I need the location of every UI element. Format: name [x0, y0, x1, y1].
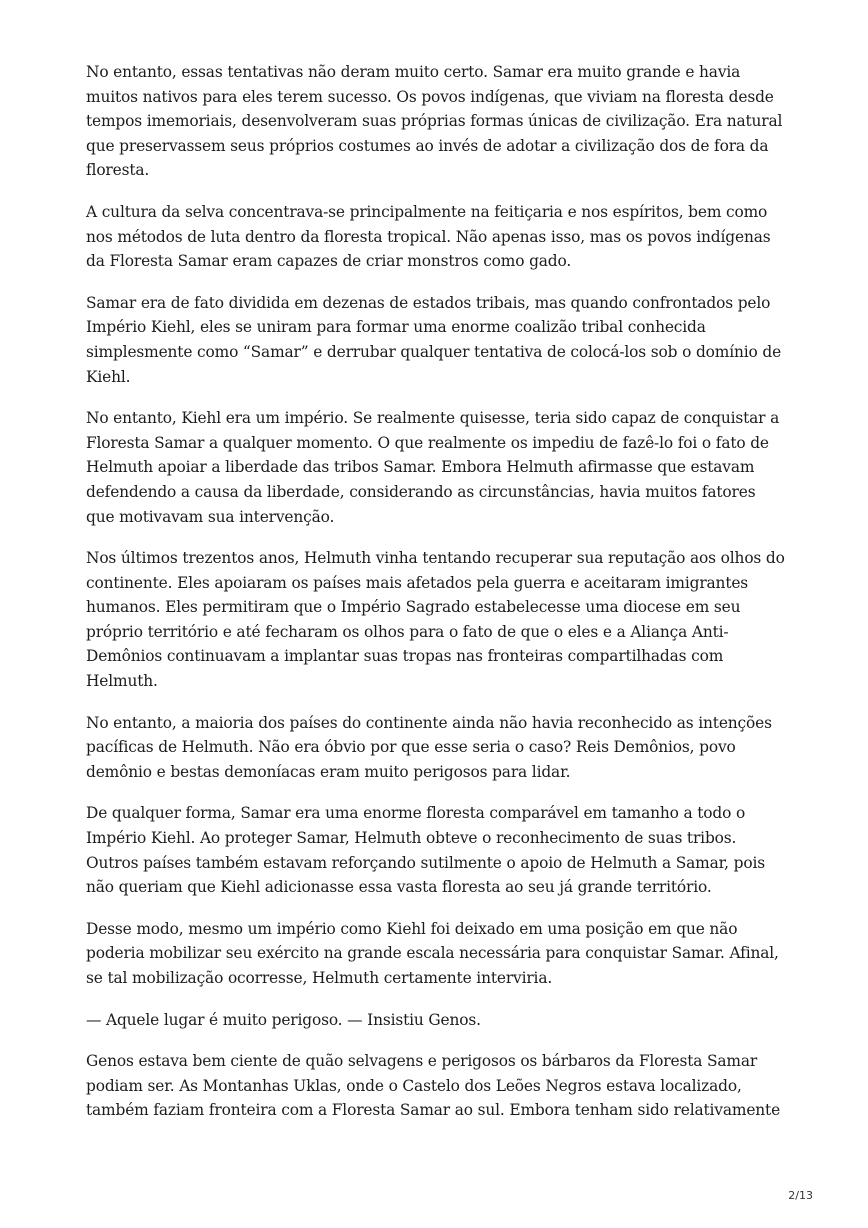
paragraph-7: De qualquer forma, Samar era uma enorme floresta comparável em tamanho a todo o Império Kiehl. Ao proteger Samar, Helmuth obteve o reconhecimento de suas tribos. Outros países também estavam reforçando sutilmente o apoio de Helmuth a Samar, pois não queriam que Kiehl adicionasse essa vasta floresta ao seu já grande território.	[86, 804, 765, 897]
page-number: 2/13	[788, 1189, 813, 1202]
document-page	[86, 60, 786, 1140]
paragraph-6: No entanto, a maioria dos países do continente ainda não havia reconhecido as intenções pacíficas de Helmuth. Não era óbvio por que esse seria o caso? Reis Demônios, povo demônio e bestas demoníacas eram muito perigosos para lidar.	[86, 713, 772, 781]
paragraph-1: No entanto, essas tentativas não deram muito certo. Samar era muito grande e havia muitos nativos para eles terem sucesso. Os povos indígenas, que viviam na floresta desde tempos imemoriais, desenvolveram suas próprias formas únicas de civilização. Era natural que preservassem seus próprios costumes ao invés de adotar a civilização dos de fora da floresta.	[86, 63, 783, 180]
paragraph-3: Samar era de fato dividida em dezenas de estados tribais, mas quando confrontados pelo Império Kiehl, eles se uniram para formar uma enorme coalizão tribal conhecida simplesmente como “Samar” e derrubar qualquer tentativa de colocá-los sob o domínio de Kiehl.	[86, 293, 782, 386]
paragraph-8: Desse modo, mesmo um império como Kiehl foi deixado em uma posição em que não poderia mobilizar seu exército na grande escala necessária para conquistar Samar. Afinal, se tal mobilização ocorresse, Helmuth certamente interviria.	[86, 919, 779, 987]
paragraph-5: Nos últimos trezentos anos, Helmuth vinha tentando recuperar sua reputação aos olhos do continente. Eles apoiaram os países mais afetados pela guerra e aceitaram imigrantes humanos. Eles permitiram que o Império Sagrado estabelecesse uma diocese em seu próprio território e até fecharam os olhos para o fato de que o eles e a Aliança Anti-Demônios continuavam a implantar suas tropas nas fronteiras compartilhadas com Helmuth.	[86, 549, 785, 691]
paragraph-9: — Aquele lugar é muito perigoso. — Insistiu Genos.	[86, 1010, 481, 1029]
paragraph-10: Genos estava bem ciente de quão selvagens e perigosos os bárbaros da Floresta Samar podiam ser. As Montanhas Uklas, onde o Castelo dos Leões Negros estava localizado, também faziam fronteira com a Floresta Samar ao sul. Embora tenham sido relativamente	[86, 1052, 781, 1120]
paragraph-2: A cultura da selva concentrava-se principalmente na feitiçaria e nos espíritos, bem como nos métodos de luta dentro da floresta tropical. Não apenas isso, mas os povos indígenas da Floresta Samar eram capazes de criar monstros como gado.	[86, 202, 771, 271]
paragraph-4: No entanto, Kiehl era um império. Se realmente quisesse, teria sido capaz de conquistar a Floresta Samar a qualquer momento. O que realmente os impediu de fazê-lo foi o fato de Helmuth apoiar a liberdade das tribos Samar. Embora Helmuth afirmasse que estavam defendendo a causa da liberdade, considerando as circunstâncias, havia muitos fatores que motivavam sua intervenção.	[86, 409, 780, 526]
